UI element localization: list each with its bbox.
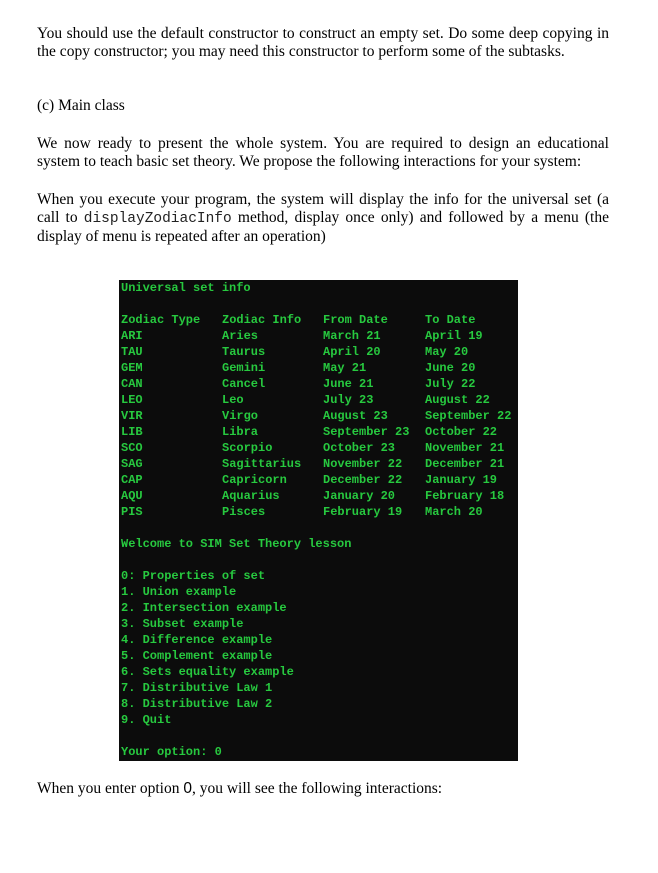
zodiac-cell: Taurus — [222, 345, 266, 359]
zodiac-cell: November 21 — [425, 441, 505, 455]
column-header: From Date — [323, 313, 388, 327]
zodiac-cell: October 23 — [323, 441, 396, 455]
menu-item: 3. Subset example — [121, 617, 244, 631]
zodiac-cell: Libra — [222, 425, 259, 439]
zodiac-cell: ARI — [121, 329, 143, 343]
menu-item: 8. Distributive Law 2 — [121, 697, 273, 711]
zodiac-cell: Pisces — [222, 505, 266, 519]
method-name-code: displayZodiacInfo — [83, 211, 232, 227]
paragraph-execution — [37, 191, 609, 246]
menu-item: 4. Difference example — [121, 633, 273, 647]
zodiac-cell: September 22 — [425, 409, 512, 423]
zodiac-cell: July 23 — [323, 393, 374, 407]
console-screenshot — [119, 280, 518, 761]
zodiac-cell: LEO — [121, 393, 143, 407]
zodiac-cell: SCO — [121, 441, 143, 455]
zodiac-cell: TAU — [121, 345, 143, 359]
zodiac-cell: August 23 — [323, 409, 388, 423]
zodiac-cell: March 20 — [425, 505, 483, 519]
zodiac-cell: August 22 — [425, 393, 490, 407]
menu-item: 2. Intersection example — [121, 601, 287, 615]
column-header: Zodiac Type — [121, 313, 201, 327]
menu-item: 5. Complement example — [121, 649, 273, 663]
zodiac-cell: Gemini — [222, 361, 266, 375]
zodiac-cell: GEM — [121, 361, 143, 375]
zodiac-cell: Sagittarius — [222, 457, 302, 471]
zodiac-cell: Cancel — [222, 377, 266, 391]
zodiac-cell: June 21 — [323, 377, 374, 391]
zodiac-cell: Aries — [222, 329, 259, 343]
option-prompt: Your option: 0 — [121, 745, 222, 759]
zodiac-cell: CAP — [121, 473, 143, 487]
zodiac-cell: SAG — [121, 457, 143, 471]
menu-item: 7. Distributive Law 1 — [121, 681, 273, 695]
paragraph-constructor: You should use the default constructor to construct an empty set. Do some deep copying in the copy constructor; you may need this constructor to perform some of the subtasks. — [37, 25, 609, 60]
zodiac-cell: January 19 — [425, 473, 498, 487]
zodiac-cell: March 21 — [323, 329, 381, 343]
menu-item: 0: Properties of set — [121, 569, 266, 583]
zodiac-cell: February 18 — [425, 489, 505, 503]
paragraph-execution-text-2: method, display once only) and followed by a menu (the display of menu is repeated after an operation) — [37, 209, 609, 245]
zodiac-cell: AQU — [121, 489, 143, 503]
zodiac-cell: Leo — [222, 393, 244, 407]
zodiac-cell: September 23 — [323, 425, 410, 439]
paragraph-system-intro: We now ready to present the whole system. You are required to design an educational system to teach basic set theory. We propose the following interactions for your system: — [37, 135, 609, 170]
column-header: Zodiac Info — [222, 313, 302, 327]
menu-item: 1. Union example — [121, 585, 237, 599]
welcome-message: Welcome to SIM Set Theory lesson — [121, 537, 352, 551]
menu-item: 9. Quit — [121, 713, 172, 727]
zodiac-cell: November 22 — [323, 457, 403, 471]
paragraph-option-text-1: When you enter option — [37, 780, 184, 797]
zodiac-cell: Virgo — [222, 409, 259, 423]
zodiac-cell: May 21 — [323, 361, 367, 375]
zodiac-cell: December 21 — [425, 457, 505, 471]
zodiac-cell: LIB — [121, 425, 143, 439]
paragraph-option-text-2: , you will see the following interactions: — [191, 780, 443, 797]
zodiac-cell: June 20 — [425, 361, 476, 375]
zodiac-cell: May 20 — [425, 345, 469, 359]
paragraph-execution-text-1: When you execute your program, the system will display the info for the universal set (a call to — [37, 191, 609, 226]
zodiac-cell: Scorpio — [222, 441, 273, 455]
zodiac-cell: VIR — [121, 409, 143, 423]
zodiac-cell: February 19 — [323, 505, 403, 519]
zodiac-cell: April 20 — [323, 345, 381, 359]
zodiac-cell: December 22 — [323, 473, 403, 487]
zodiac-cell: Capricorn — [222, 473, 287, 487]
menu-item: 6. Sets equality example — [121, 665, 294, 679]
column-header: To Date — [425, 313, 476, 327]
zodiac-cell: CAN — [121, 377, 143, 391]
zodiac-cell: October 22 — [425, 425, 498, 439]
console-header: Universal set info — [121, 281, 251, 295]
zodiac-cell: January 20 — [323, 489, 396, 503]
zodiac-cell: PIS — [121, 505, 143, 519]
zodiac-cell: April 19 — [425, 329, 483, 343]
section-heading-main-class: (c) Main class — [37, 97, 125, 114]
option-value: 0 — [183, 780, 192, 797]
zodiac-cell: Aquarius — [222, 489, 280, 503]
paragraph-option-zero — [37, 780, 609, 798]
zodiac-cell: July 22 — [425, 377, 476, 391]
